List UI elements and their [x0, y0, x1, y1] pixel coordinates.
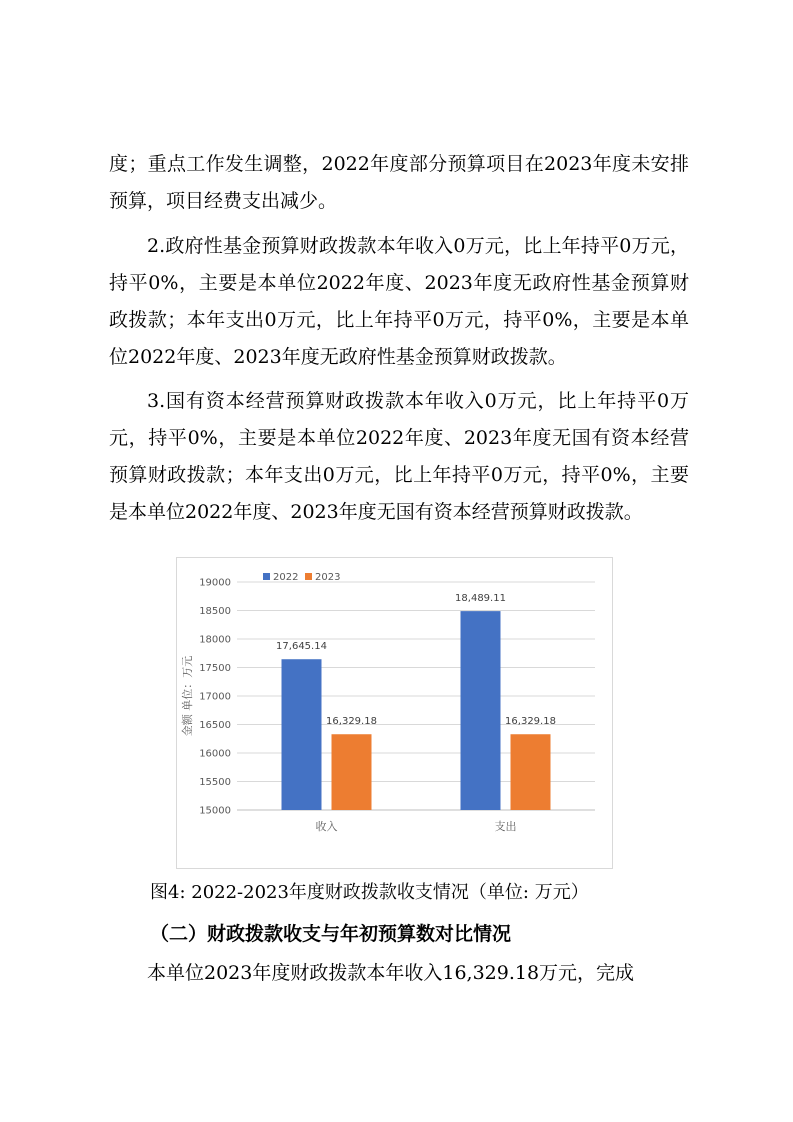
y-tick-label: 16000 — [199, 748, 231, 760]
bar-2023-0 — [332, 734, 372, 810]
data-label: 17,645.14 — [276, 641, 327, 653]
y-tick-label: 15000 — [199, 805, 231, 817]
y-tick-label: 17000 — [199, 691, 231, 703]
y-tick-label: 16500 — [199, 720, 231, 731]
category-label: 收入 — [315, 820, 338, 833]
section-heading: （二）财政拨款收支与年初预算数对比情况 — [150, 923, 512, 945]
bar-2022-1 — [461, 611, 501, 810]
paragraph-1: 度；重点工作发生调整，2022年度部分预算项目在2023年度未安排预算，项目经费支出减少。 — [109, 153, 689, 212]
data-label: 16,329.18 — [505, 716, 556, 728]
paragraph-4: 本单位2023年度财政拨款本年收入16,329.18万元，完成 — [147, 962, 635, 984]
legend-label: 2022 — [273, 572, 299, 583]
data-label: 18,489.11 — [455, 593, 506, 605]
y-tick-label: 15500 — [199, 777, 231, 788]
paragraph-3: 3.国有资本经营预算财政拨款本年收入0万元，比上年持平0万元，持平0%，主要是本单位2022年度、2023年度无国有资本经营预算财政拨款；本年支出0万元，比上年持平0万元，持平0%，主要是本单位2022年度、2023年度无国有资本经营预算财政拨款。 — [109, 390, 689, 523]
legend-swatch — [263, 573, 270, 580]
bar-2023-1 — [511, 734, 551, 810]
bar-2022-0 — [282, 659, 322, 810]
y-axis-label: 金额 单位：万元 — [181, 655, 194, 737]
bar-chart — [176, 557, 613, 869]
y-tick-label: 17500 — [199, 663, 231, 674]
y-tick-label: 18500 — [199, 606, 231, 617]
paragraph-2: 2.政府性基金预算财政拨款本年收入0万元，比上年持平0万元，持平0%，主要是本单位2022年度、2023年度无政府性基金预算财政拨款；本年支出0万元，比上年持平0万元，持平0%，主要是本单位2022年度、2023年度无政府性基金预算财政拨款。 — [109, 235, 689, 368]
legend-label: 2023 — [315, 572, 341, 583]
figure-caption: 图4: 2022-2023年度财政拨款收支情况（单位: 万元） — [150, 882, 589, 903]
y-tick-label: 19000 — [199, 577, 231, 589]
y-tick-label: 18000 — [199, 634, 231, 646]
chart-canvas — [177, 558, 614, 870]
data-label: 16,329.18 — [326, 716, 377, 728]
category-label: 支出 — [494, 820, 517, 833]
legend-swatch — [305, 573, 312, 580]
